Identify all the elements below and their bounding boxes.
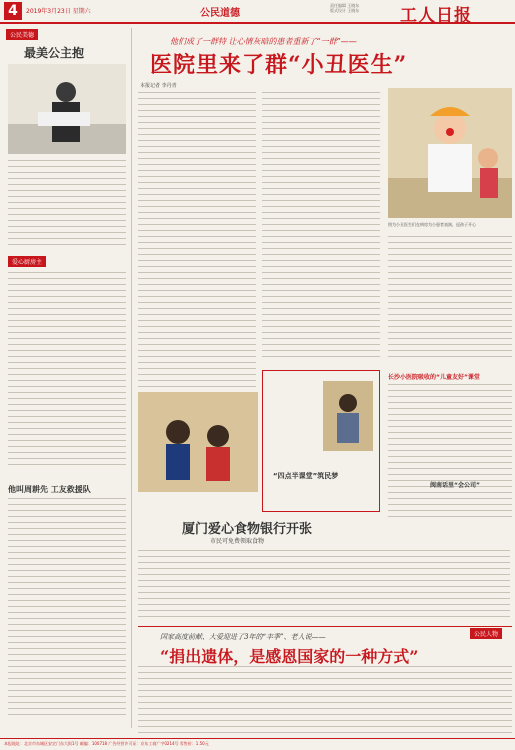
main-headline: 医院里来了群“小丑医生” <box>150 52 408 78</box>
student-illustration <box>323 381 373 451</box>
main-text-col-1 <box>138 92 256 392</box>
left-bottom-headline: 他叫周耕先 工友救援队 <box>8 485 91 494</box>
left-section-tag: 公民美德 <box>6 29 38 40</box>
food-bank-headline: 厦门爱心食物银行开张 <box>182 522 313 537</box>
left-text-block-3 <box>8 498 126 723</box>
section-title: 公民道德 <box>200 8 240 19</box>
left-text-block-1 <box>8 160 126 250</box>
side-box-title: “四点半课堂”筑民梦 <box>273 472 339 480</box>
right-box2-title: 闽南话里“会公司” <box>430 482 480 489</box>
issue-date: 2019年3月23日 星期六 <box>26 8 91 15</box>
left-headline: 最美公主抱 <box>24 46 85 60</box>
main-photo-caption: 图为小丑医生们在病房为小患者表演，逗孩子开心 <box>388 222 476 227</box>
right-box-title: 长沙小医院吸收的“儿童友好”课堂 <box>388 374 480 381</box>
right-box-text <box>388 384 512 524</box>
bottom-divider <box>138 626 512 627</box>
main-photo <box>388 88 512 218</box>
main-kicker: 他们成了一群特 让心情灰暗的患者重新了“一群”—— <box>170 37 357 46</box>
side-box-photo <box>323 381 373 451</box>
secondary-photo <box>138 392 258 492</box>
column-divider <box>131 28 132 728</box>
bottom-kicker: 国家高度前献、大爱迎进了3年的“丰季”、老人说—— <box>160 633 326 641</box>
side-box <box>262 370 380 512</box>
left-sub-tag: 爱心厨房主 <box>8 256 46 267</box>
bottom-tag: 公民人物 <box>470 628 502 639</box>
editor-line: 责任编辑 王晓东 <box>330 3 360 8</box>
bottom-text <box>138 666 512 734</box>
page-footer: 本报地址：北京市东城区安定门东大街1号 邮编：100718 广告经营许可证：京东工商广字0214号 零售价：1.50元 <box>0 738 515 750</box>
main-author: 本报记者 李丹青 <box>140 83 177 89</box>
photo-illustration <box>8 64 126 154</box>
children-illustration <box>138 392 258 492</box>
left-text-block-2 <box>8 272 126 472</box>
left-photo <box>8 64 126 154</box>
page-number: 4 <box>4 2 22 20</box>
clown-doctor-illustration <box>388 88 512 218</box>
main-text-col-3 <box>388 236 512 366</box>
page-header <box>0 0 515 24</box>
newspaper-logo: 工人日报 <box>400 6 472 26</box>
main-text-col-2 <box>262 92 380 362</box>
designer-line: 版式设计 王晓东 <box>330 8 360 13</box>
food-bank-subheadline: 市民可免费领取食物 <box>210 538 265 545</box>
bottom-headline: “捐出遗体，是感恩国家的一种方式” <box>160 647 419 666</box>
food-bank-text <box>138 550 510 620</box>
editor-info <box>330 3 359 13</box>
